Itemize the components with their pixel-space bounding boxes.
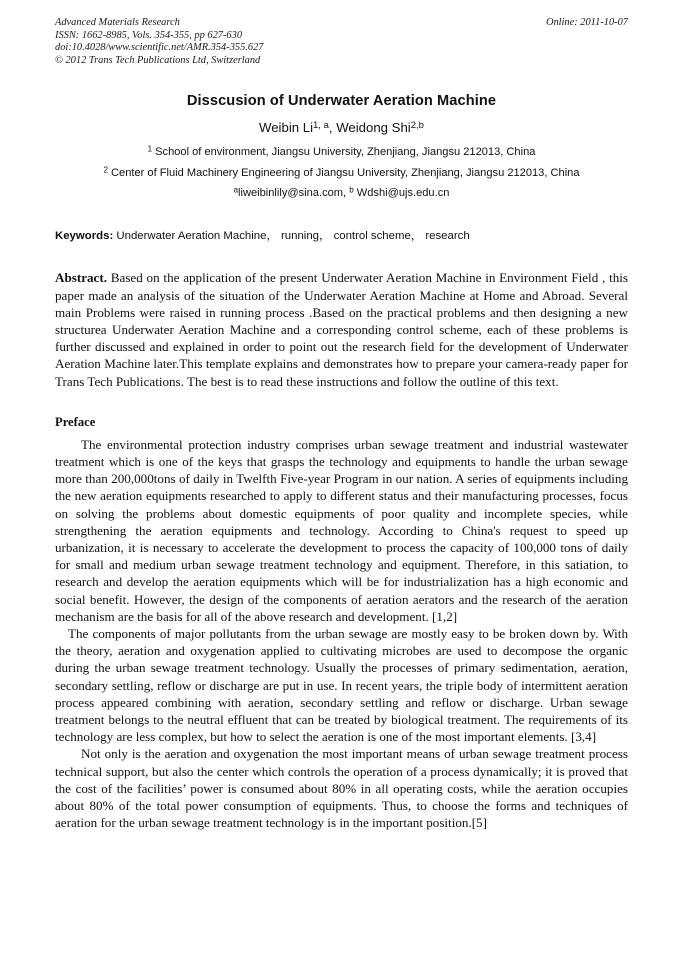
page-title: Disscusion of Underwater Aeration Machine: [186, 93, 497, 110]
author-list: [55, 120, 628, 135]
affiliation-1: [55, 145, 628, 159]
journal-copyright: © 2012 Trans Tech Publications Ltd, Switzerland: [55, 54, 261, 66]
author-emails: [55, 187, 628, 199]
online-date: Online: 2011-10-07: [545, 17, 628, 28]
abstract-text: Based on the application of the present Underwater Aeration Machine in Environment Field , this paper made an analysis of the situation of the Underwater Aeration Machine at Home and Abroad. Several main Problems were raised in running process .Based on the practical problems and then designing a new structurea Underwater Aeration Machine and a corresponding control scheme, each of these problems is further discussed and explained in order to point out the research field for the development of Underwater Aeration Machine later.This template explains and demonstrates how to prepare your camera-ready paper for Trans Tech Publications. The best is to read these instructions and follow the outline of this text.: [55, 270, 628, 389]
email-address[interactable]: liweibinlily@sina.com,: [238, 187, 347, 200]
journal-name: Advanced Materials Research: [55, 17, 180, 28]
journal-header: [55, 17, 628, 67]
journal-doi: doi:10.4028/www.scientific.net/AMR.354-355.627: [55, 42, 264, 54]
keywords-label: Keywords:: [55, 230, 114, 243]
author-affiliation-marker: 1, a: [313, 120, 329, 132]
abstract-label: Abstract.: [55, 270, 107, 286]
abstract-paragraph: [55, 269, 628, 389]
keywords-text: Underwater Aeration Machine， running， control scheme， research: [113, 230, 470, 243]
journal-issn: ISSN: 1662-8985, Vols. 354-355, pp 627-630: [55, 29, 243, 41]
body-paragraph: The environmental protection industry comprises urban sewage treatment and industrial wastewater treatment which is one of the keys that grasps the technology and equipments to handle the urban sewage more than 200,000tons of daily in Twelfth Five-year Program in our nation. A series of equipments including the new aeration equipments researched to apply to different status and their manufacturing processes, focus on solving the problems about domestic equipments of poor quality and incomplete species, while strengthening the aeration equipments and technology. According to China's request to speed up urbanization, it is necessary to accelerate the development to process the capacity of 100,000 tons of daily for small and medium urban sewage treatment technology and equipment. Therefore, in this satiation, to research and develop the aeration equipments which will be for industrialization has a high economic and social benefit. However, the design of the components of aeration aerators and the research of the aeration mechanism are the basis for all of the above research and development. [1,2]: [55, 436, 628, 624]
email-marker: b: [349, 186, 354, 196]
keywords-line: [55, 229, 628, 244]
email-marker: a: [233, 186, 239, 196]
author-affiliation-marker: 2,b: [410, 120, 424, 132]
affiliation-2: [55, 166, 628, 180]
author-name: Weibin Li: [259, 120, 314, 136]
email-address[interactable]: Wdshi@ujs.edu.cn: [356, 187, 450, 200]
affiliation-text: School of environment, Jiangsu University, Zhenjiang, Jiangsu 212013, China: [155, 146, 536, 159]
body-paragraph: Not only is the aeration and oxygenation the most important means of urban sewage treatment process technical support, but also the center which controls the operation of a process dynamically; it is proved that the cost of the facilities’ power is consumed about 80% in all operating costs, while the aeration occupies about 80% of the total power consumption of equipments. Thus, to choose the forms and techniques of aeration for the urban sewage treatment technology is in the important position.[5]: [55, 746, 628, 831]
author-name: Weidong Shi: [336, 120, 411, 136]
author-separator: ,: [328, 120, 337, 136]
body-paragraph: The components of major pollutants from the urban sewage are mostly easy to be broken down by. With the theory, aeration and oxygenation applied to cultivating microbes are used to decompose the organic during the urban sewage treatment technology. Usually the processes of primary sedimentation, aeration, secondary settling, reflow or discharge are put in use. In recent years, the triple body of intermittent aeration process appeared combining with aeration, secondary settling and reflow or discharge. Urban sewage treatment belongs to the neutral effluent that can be treated by biological treatment. The requirements of its technology are less complex, but how to select the aeration is one of the most important elements. [3,4]: [55, 626, 628, 745]
affiliation-text: Center of Fluid Machinery Engineering of Jiangsu University, Zhenjiang, Jiangsu 212013, China: [111, 167, 580, 180]
affiliation-marker: 1: [147, 145, 153, 155]
section-heading-preface: Preface: [55, 414, 96, 429]
affiliation-marker: 2: [103, 166, 108, 176]
